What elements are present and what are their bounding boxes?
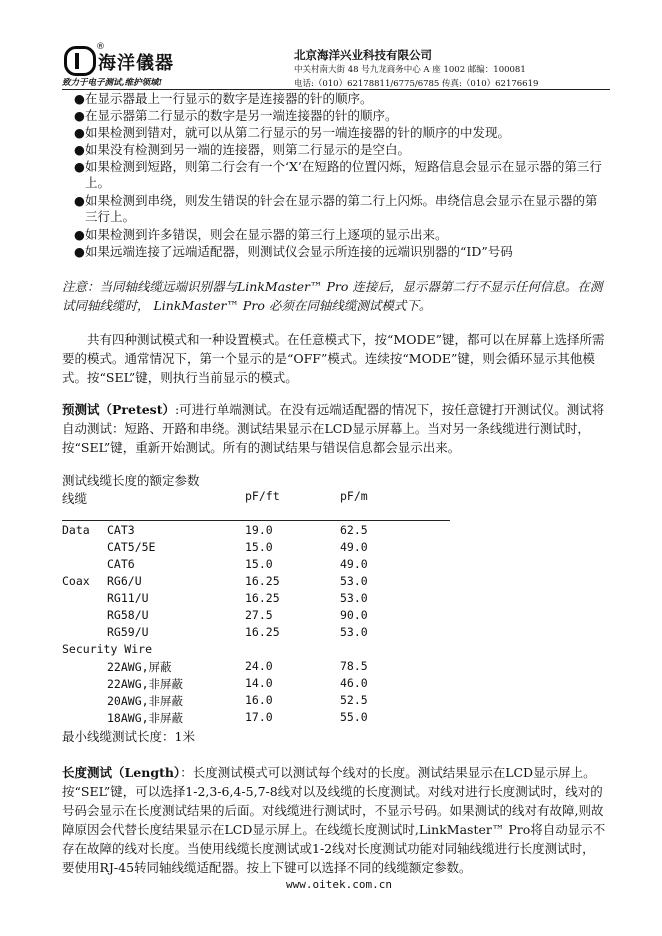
table-row: 20AWG,非屏蔽 16.0 52.5 — [107, 693, 368, 708]
table-row: 22AWG,屏蔽 24.0 78.5 — [107, 659, 368, 674]
length-test-paragraph: 长度测试（Length）：长度测试模式可以测试每个线对的长度。测试结果显示在LCD显示屏上。按“SEL”键，可以选择1-2,3-6,4-5,7-8线对以及线缆的长度测试。对线对进行长度测试时，线对的号码会显示在长度测试结果的后面。对线缆进行测试时，不显示号码。如果测试的线对有故障,则故障原因会代替长度结果显示在LCD显示屏上。在线缆长度测试时,LinkMaster™ Pro将自动显示不存在故障的线对长度。当使用线缆长度测试或1-2线对长度测试功能对同轴线缆进行长度测试时，要使用RJ-45转同轴线缆适配器。按上下键可以选择不同的线缆额定参数。 — [62, 765, 606, 875]
table-divider — [62, 520, 450, 521]
bullet-item: ● 在显示器第二行显示的数字是另一端连接器的针的顺序。 — [74, 108, 398, 123]
logo-slogan: 致力于电子测试,维护领域! — [62, 78, 163, 88]
table-row: 22AWG,非屏蔽 14.0 46.0 — [107, 676, 368, 691]
logo-name: 海洋儀器 — [98, 53, 174, 74]
modes-paragraph: 共有四种测试模式和一种设置模式。在任意模式下，按“MODE”键，都可以在屏幕上选择所需要的模式。通常情况下，第一个显示的是“OFF”模式。连续按“MODE”键，则会循环显示其他模式。按“SEL”键，则执行当前显示的模式。 — [62, 332, 605, 385]
table-row: CAT6 15.0 49.0 — [107, 557, 368, 571]
table-row: RG11/U 16.25 53.0 — [107, 591, 368, 605]
table-header: 线缆 pF/ft pF/m — [62, 489, 368, 506]
table-row: RG59/U 16.25 53.0 — [107, 625, 368, 639]
pretest-heading: 预测试（Pretest） — [62, 402, 175, 417]
length-test-heading: 长度测试（Length） — [62, 765, 181, 780]
header-divider — [62, 89, 610, 90]
note-paragraph: 注意：当同轴线缆远端识别器与LinkMaster™ Pro 连接后，显示器第二行不显示任何信息。在测试同轴线缆时， LinkMaster™ Pro 必须在同轴线缆测试模式下。 — [62, 279, 603, 313]
pretest-paragraph: 预测试（Pretest）:可进行单端测试。在没有远端适配器的情况下，按任意键打开测试仪。测试将自动测试：短路、开路和串绕。测试结果显示在LCD显示屏幕上。当对另一条线缆进行测试时，按“SEL”键，重新开始测试。所有的测试结果与错误信息都会显示出来。 — [62, 402, 605, 455]
table-row: Data CAT3 19.0 62.5 — [62, 523, 368, 537]
bullet-item: ● 如果检测到串绕，则发生错误的针会在显示器的第二行上闪烁。串绕信息会显示在显示器的第三行上。 — [74, 193, 598, 224]
table-row: CAT5/5E 15.0 49.0 — [107, 540, 368, 554]
bullet-item: ● 如果远端连接了远端适配器，则测试仪会显示所连接的远端识别器的“ID”号码 — [74, 244, 513, 259]
company-tel-fax: 电话:（010）62178811/6775/6785 传真:（010）62176619 — [294, 79, 539, 89]
footer-url: www.oitek.com.cn — [286, 878, 392, 891]
table-row: 18AWG,非屏蔽 17.0 55.0 — [107, 710, 368, 725]
bullet-item: ● 如果检测到短路，则第二行会有一个‘X’在短路的位置闪烁，短路信息会显示在显示器的第三行上。 — [74, 159, 602, 190]
bullet-item: ● 在显示器最上一行显示的数字是连接器的针的顺序。 — [74, 91, 373, 106]
company-address: 中关村南大街 48 号九龙商务中心 A 座 1002 邮编：100081 — [294, 65, 526, 75]
table-row: Coax RG6/U 16.25 53.0 — [62, 574, 368, 588]
registered-mark: ® — [96, 42, 105, 52]
table-row: RG58/U 27.5 90.0 — [107, 608, 368, 622]
table-row: Security Wire — [62, 642, 153, 656]
logo-mark-icon — [64, 46, 96, 76]
company-name: 北京海洋兴业科技有限公司 — [294, 48, 432, 62]
min-length-note: 最小线缆测试长度：1米 — [62, 729, 195, 744]
bullet-item: ● 如果没有检测到另一端的连接器，则第二行显示的是空白。 — [74, 142, 411, 157]
bullet-item: ● 如果检测到许多错误，则会在显示器的第三行上逐项的显示出来。 — [74, 227, 448, 242]
bullet-item: ● 如果检测到错对，就可以从第二行显示的另一端连接器的针的顺序的中发现。 — [74, 125, 511, 140]
table-title: 测试线缆长度的额定参数 — [62, 473, 200, 488]
company-logo — [62, 44, 192, 90]
